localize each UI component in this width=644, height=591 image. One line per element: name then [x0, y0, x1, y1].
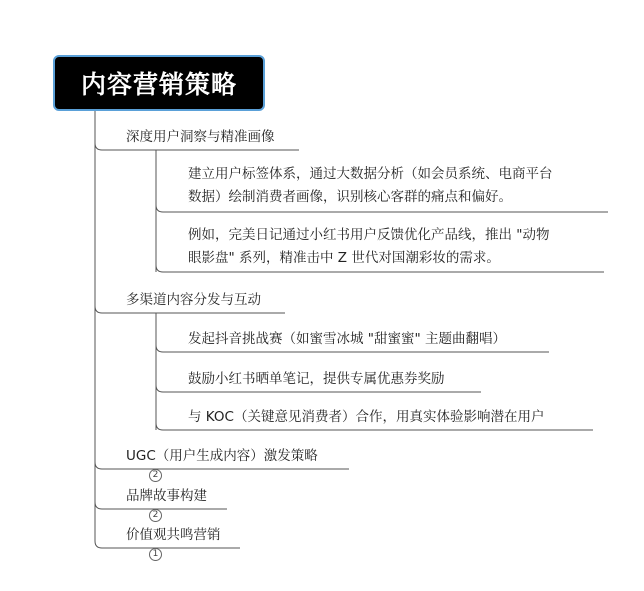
branch-label: UGC（用户生成内容）激发策略	[126, 448, 318, 464]
detail-line: 与 KOC（关键意见消费者）合作，用真实体验影响潜在用户	[188, 409, 545, 425]
branch-ugc-strategy[interactable]	[126, 448, 318, 465]
branch-label: 品牌故事构建	[126, 488, 207, 504]
collapsed-count-badge[interactable]	[149, 509, 162, 522]
detail-douyin-challenge[interactable]	[188, 331, 506, 348]
detail-line: 例如，完美日记通过小红书用户反馈优化产品线，推出 "动物	[188, 227, 550, 243]
detail-line: 数据）绘制消费者画像，识别核心客群的痛点和偏好。	[188, 189, 512, 205]
detail-xiaohongshu-notes[interactable]	[188, 371, 445, 388]
detail-line: 发起抖音挑战赛（如蜜雪冰城 "甜蜜蜜" 主题曲翻唱）	[188, 331, 507, 347]
branch-label: 多渠道内容分发与互动	[126, 292, 261, 308]
detail-line: 鼓励小红书晒单笔记，提供专属优惠券奖励	[188, 371, 445, 387]
detail-perfect-diary-example[interactable]	[188, 224, 550, 270]
branch-values-resonance[interactable]	[126, 527, 221, 544]
collapsed-count: 2	[152, 470, 159, 480]
detail-line: 眼影盘" 系列，精准击中 Z 世代对国潮彩妆的需求。	[188, 250, 500, 266]
detail-line: 建立用户标签体系，通过大数据分析（如会员系统、电商平台	[188, 166, 553, 182]
branch-user-insight[interactable]	[126, 129, 275, 146]
branch-multichannel[interactable]	[126, 292, 261, 309]
branch-label: 价值观共鸣营销	[126, 527, 221, 543]
branch-brand-story[interactable]	[126, 488, 207, 505]
collapsed-count: 2	[152, 510, 159, 520]
collapsed-count: 1	[152, 549, 159, 559]
collapsed-count-badge[interactable]	[149, 548, 162, 561]
root-node[interactable]	[53, 55, 265, 111]
detail-koc-cooperation[interactable]	[188, 409, 544, 426]
collapsed-count-badge[interactable]	[149, 469, 162, 482]
branch-label: 深度用户洞察与精准画像	[126, 129, 275, 145]
root-title: 内容营销策略	[80, 70, 237, 99]
detail-user-tag-system[interactable]	[188, 163, 553, 209]
